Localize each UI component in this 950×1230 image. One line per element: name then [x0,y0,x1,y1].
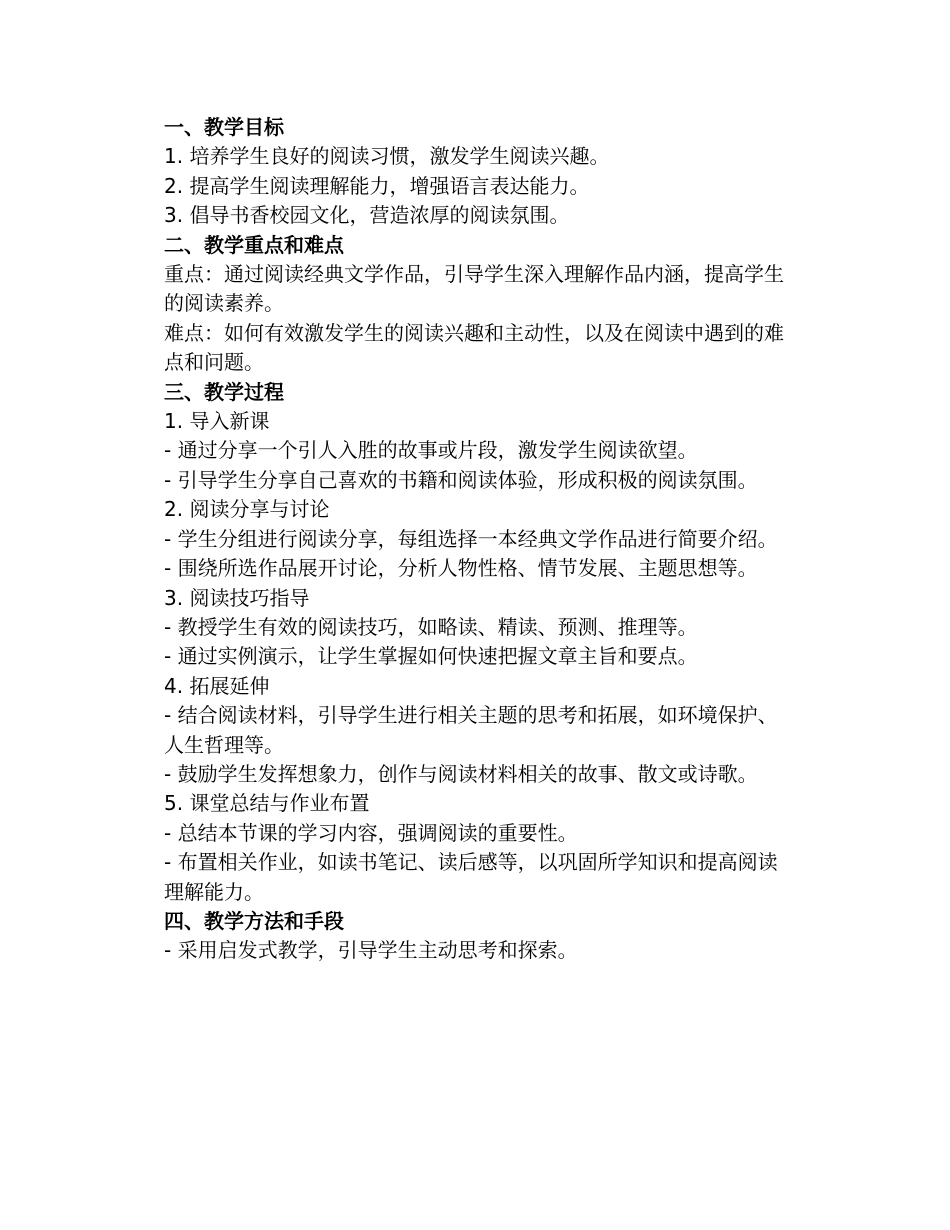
process-step-bullet: - 围绕所选作品展开讨论，分析人物性格、情节发展、主题思想等。 [164,556,758,581]
process-step-title: 5. 课堂总结与作业布置 [164,791,370,816]
objective-item: 2. 提高学生阅读理解能力，增强语言表达能力。 [164,173,590,198]
objective-item: 1. 培养学生良好的阅读习惯，激发学生阅读兴趣。 [164,144,610,169]
difficulty-paragraph: 难点：如何有效激发学生的阅读兴趣和主动性，以及在阅读中遇到的难点和问题。 [164,320,784,375]
process-step-bullet: - 教授学生有效的阅读技巧，如略读、精读、预测、推理等。 [164,614,698,639]
document-page [164,113,789,966]
section-heading-methods: 四、教学方法和手段 [164,908,344,933]
process-step-bullet: - 通过实例演示，让学生掌握如何快速把握文章主旨和要点。 [164,644,698,669]
section-heading-objectives: 一、教学目标 [164,115,284,139]
process-step-title: 1. 导入新课 [164,409,270,434]
method-item: - 采用启发式教学，引导学生主动思考和探索。 [164,938,578,963]
objective-item: 3. 倡导书香校园文化，营造浓厚的阅读氛围。 [164,203,570,228]
section-heading-process: 三、教学过程 [164,379,284,404]
process-step-bullet: - 引导学生分享自己喜欢的书籍和阅读体验，形成积极的阅读氛围。 [164,467,758,492]
process-step-title: 3. 阅读技巧指导 [164,585,310,610]
section-heading-key-points: 二、教学重点和难点 [164,232,344,257]
process-step-title: 2. 阅读分享与讨论 [164,497,330,522]
process-step-title: 4. 拓展延伸 [164,673,270,698]
key-point-paragraph: 重点：通过阅读经典文学作品，引导学生深入理解作品内涵，提高学生的阅读素养。 [164,262,784,316]
process-step-bullet: - 通过分享一个引人入胜的故事或片段，激发学生阅读欲望。 [164,438,698,463]
process-step-bullet: - 鼓励学生发挥想象力，创作与阅读材料相关的故事、散文或诗歌。 [164,761,758,786]
process-step-bullet: - 学生分组进行阅读分享，每组选择一本经典文学作品进行简要介绍。 [164,526,778,551]
process-step-bullet: - 布置相关作业，如读书笔记、读后感等，以巩固所学知识和提高阅读理解能力。 [164,850,778,904]
process-step-bullet: - 总结本节课的学习内容，强调阅读的重要性。 [164,820,578,845]
process-step-bullet: - 结合阅读材料，引导学生进行相关主题的思考和拓展，如环境保护、人生哲理等。 [164,703,778,757]
